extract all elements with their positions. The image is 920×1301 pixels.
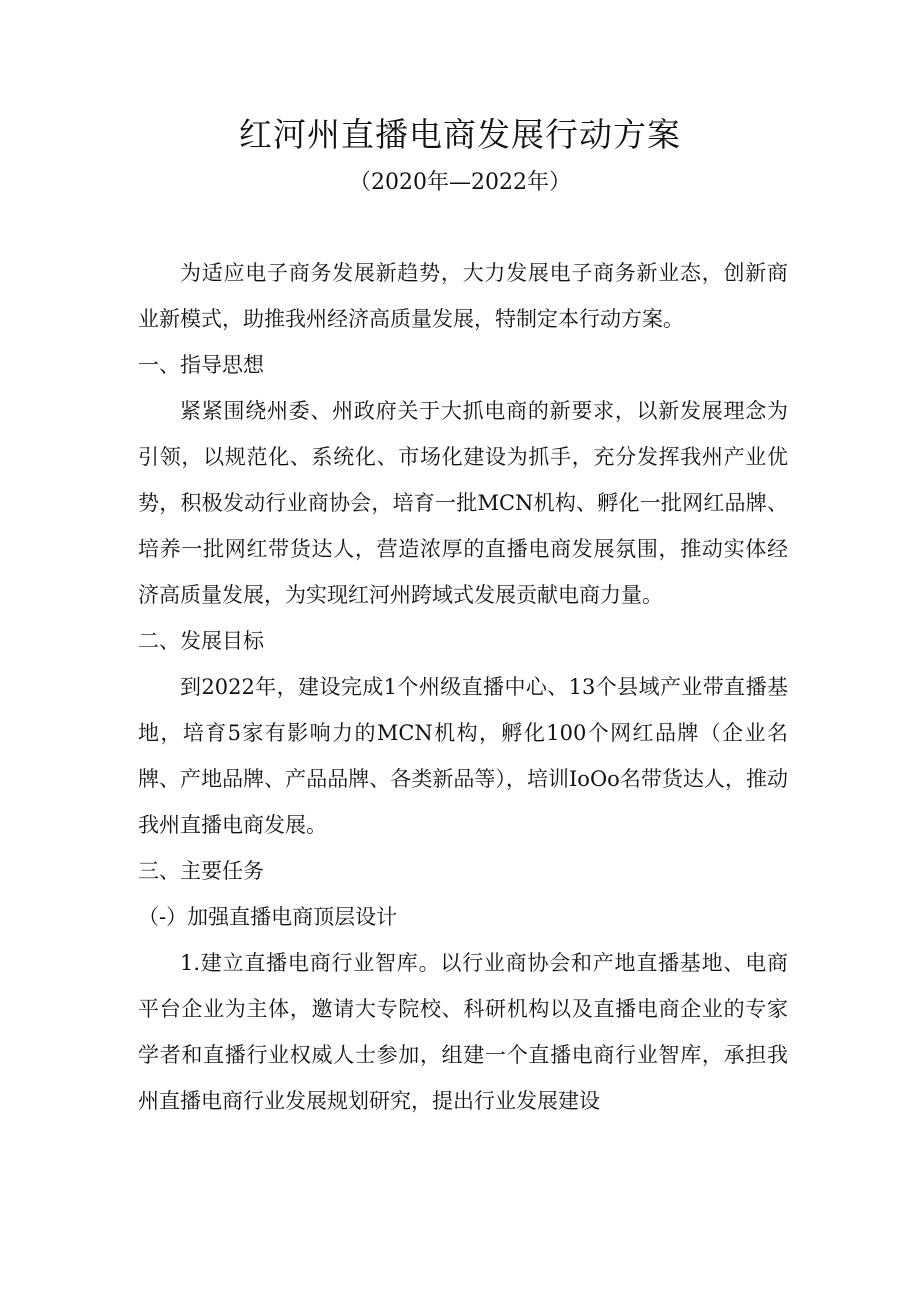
subsection-heading-top-level-design: （-）加强直播电商顶层设计 (138, 905, 398, 929)
document-subtitle: （2020年—2022年） (349, 170, 571, 195)
section-heading-development-goals: 二、发展目标 (138, 629, 264, 653)
task-item-1-paragraph: 1.建立直播电商行业智库。以行业商协会和产地直播基地、电商平台企业为主体，邀请大专院校、科研机构以及直播电商企业的专家学者和直播行业权威人士参加，组建一个直播电商行业智库，承担我州直播电商行业发展规划研究，提出行业发展建设 (138, 951, 788, 1113)
section-heading-main-tasks: 三、主要任务 (138, 859, 264, 883)
guiding-ideology-paragraph: 紧紧围绕州委、州政府关于大抓电商的新要求，以新发展理念为引领，以规范化、系统化、市场化建设为抓手，充分发挥我州产业优势，积极发动行业商协会，培育一批MCN机构、孵化一批网红品牌、培养一批网红带货达人，营造浓厚的直播电商发展氛围，推动实体经济高质量发展，为实现红河州跨域式发展贡献电商力量。 (138, 399, 788, 607)
document-title: 红河州直播电商发展行动方案 (239, 115, 681, 154)
development-goals-paragraph: 到2022年，建设完成1个州级直播中心、13个县域产业带直播基地，培育5家有影响力的MCN机构，孵化100个网红品牌（企业名牌、产地品牌、产品品牌、各类新品等），培训IoOo名带货达人，推动我州直播电商发展。 (138, 675, 788, 837)
section-heading-guiding-ideology: 一、指导思想 (138, 353, 264, 377)
intro-paragraph: 为适应电子商务发展新趋势，大力发展电子商务新业态，创新商业新模式，助推我州经济高质量发展，特制定本行动方案。 (138, 261, 788, 331)
document-body (138, 250, 788, 1124)
